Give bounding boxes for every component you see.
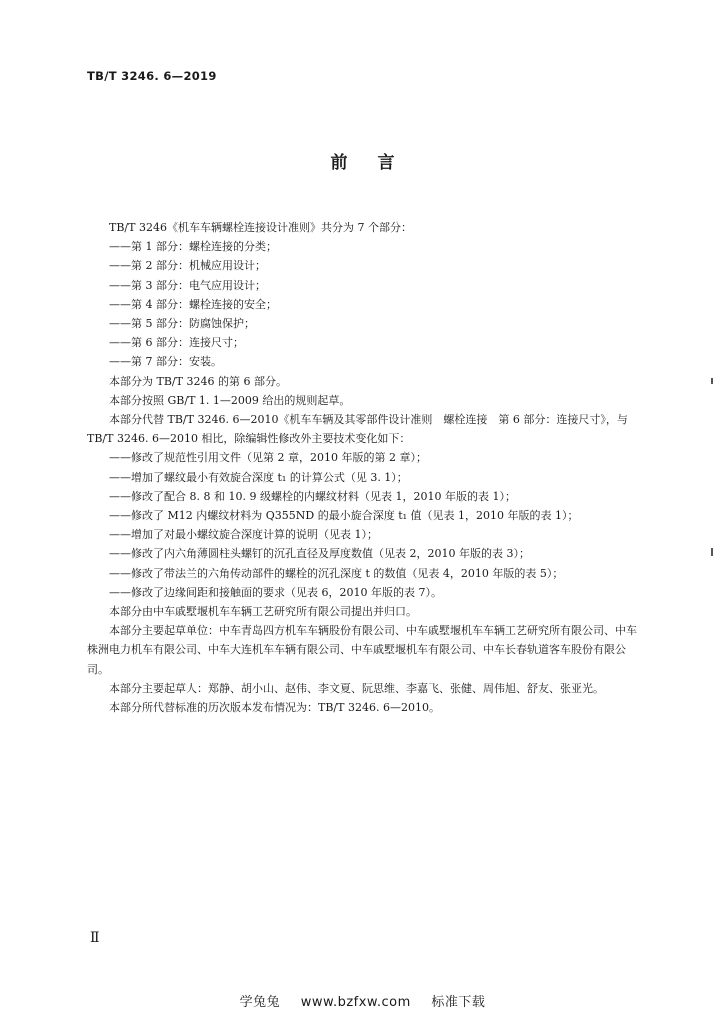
change-item: ——修改了内六角薄圆柱头螺钉的沉孔直径及厚度数值（见表 2，2010 年版的表 3）；	[109, 547, 530, 561]
replaces-paragraph: 本部分代替 TB/T 3246. 6—2010《机车车辆及其零部件设计准则 螺栓连接 第 6 部分：连接尺寸》，与 TB/T 3246. 6—2010 相比，除编辑性修改外主要技术变化如下：	[87, 413, 628, 446]
page-number: Ⅱ	[90, 930, 100, 946]
change-item: ——修改了配合 8. 8 和 10. 9 级螺栓的内螺纹材料（见表 1，2010 年版的表 1）；	[109, 489, 516, 503]
intro-paragraph: TB/T 3246《机车车辆螺栓连接设计准则》共分为 7 个部分：	[109, 221, 412, 234]
change-item: ——增加了螺纹最小有效旋合深度 t₁ 的计算公式（见 3. 1）；	[109, 470, 408, 484]
part-item: ——第 4 部分：螺栓连接的安全；	[109, 297, 277, 311]
part-item: ——第 6 部分：连接尺寸；	[109, 336, 244, 350]
change-item: ——增加了对最小螺纹旋合深度计算的说明（见表 1）；	[109, 528, 378, 542]
watermark-tagline: 标准下载	[431, 995, 486, 1010]
part-item: ——第 7 部分：安装。	[109, 355, 222, 369]
change-item: ——修改了带法兰的六角传动部件的螺栓的沉孔深度 t 的数值（见表 4，2010 年版的表 5）；	[109, 566, 564, 580]
is-part-paragraph: 本部分为 TB/T 3246 的第 6 部分。	[109, 374, 287, 388]
part-item: ——第 1 部分：螺栓连接的分类；	[109, 240, 277, 254]
change-item: ——修改了规范性引用文件（见第 2 章，2010 年版的第 2 章）；	[109, 451, 427, 465]
part-item: ——第 5 部分：防腐蚀保护；	[109, 317, 255, 331]
proposer-paragraph: 本部分由中车戚墅堰机车车辆工艺研究所有限公司提出并归口。	[109, 605, 417, 619]
part-item: ——第 2 部分：机械应用设计；	[109, 259, 266, 273]
scan-mark	[711, 378, 713, 384]
drafters-paragraph: 本部分主要起草人：郑静、胡小山、赵伟、李文夏、阮思维、李嘉飞、张健、周伟旭、舒友、张亚光。	[109, 681, 604, 695]
history-paragraph: 本部分所代替标准的历次版本发布情况为：TB/T 3246. 6—2010。	[109, 701, 440, 715]
page-title: 前言	[330, 153, 425, 173]
foreword-body	[87, 218, 647, 717]
change-item: ——修改了边缘间距和接触面的要求（见表 6，2010 年版的表 7）。	[109, 585, 442, 599]
drafting-rule-paragraph: 本部分按照 GB/T 1. 1—2009 给出的规则起草。	[109, 393, 351, 407]
watermark-site-name: 学兔兔	[239, 995, 281, 1010]
drafting-units-paragraph: 本部分主要起草单位：中车青岛四方机车车辆股份有限公司、中车戚墅堰机车车辆工艺研究所有限公司、中车株洲电力机车有限公司、中车大连机车车辆有限公司、中车戚墅堰机车有限公司、中车长春轨道客车股份有限公司。	[87, 624, 637, 676]
change-item: ——修改了 M12 内螺纹材料为 Q355ND 的最小旋合深度 t₁ 值（见表 1，2010 年版的表 1）；	[109, 509, 579, 523]
scan-mark	[711, 548, 713, 556]
watermark	[0, 991, 725, 1010]
header-code: TB/T 3246. 6—2019	[87, 69, 217, 83]
part-item: ——第 3 部分：电气应用设计；	[109, 278, 266, 292]
watermark-url[interactable]: www.bzfxw.com	[300, 995, 411, 1010]
